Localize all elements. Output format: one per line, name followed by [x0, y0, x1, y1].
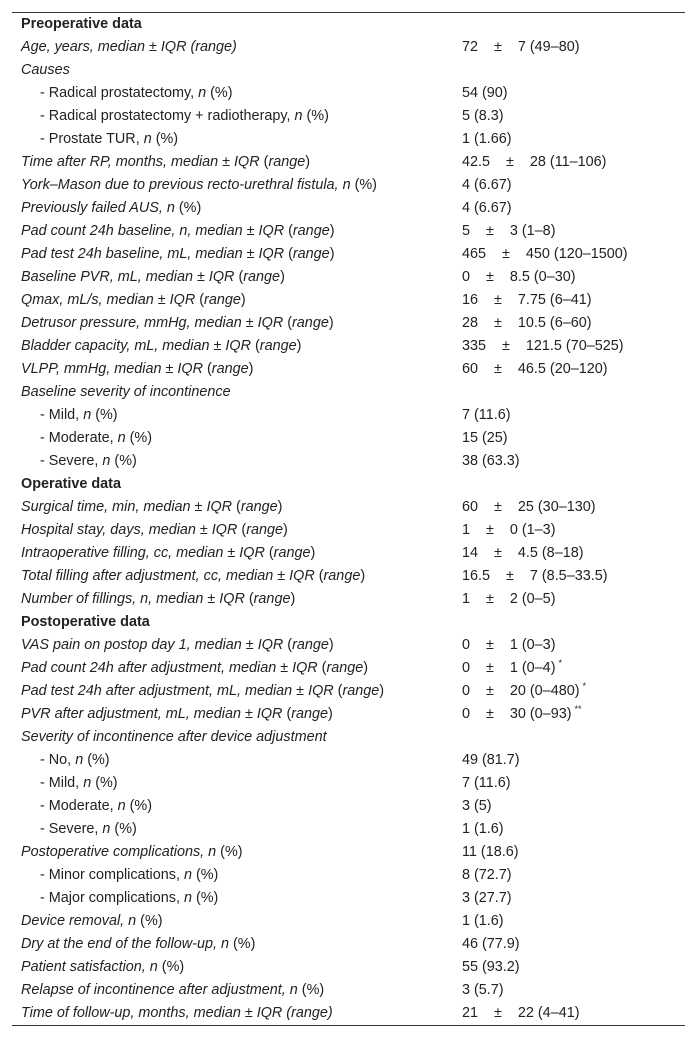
table-row — [12, 588, 685, 611]
section-heading: Postoperative data — [21, 614, 150, 630]
label-part: n — [166, 200, 175, 216]
row-label — [21, 703, 333, 726]
value-text: 335 ± 121.5 (70–525) — [462, 338, 624, 354]
label-part: - Minor complications, — [40, 867, 184, 883]
value-text: 55 (93.2) — [462, 959, 520, 975]
label-part: Total filling after adjustment, cc, median ± IQR — [21, 568, 319, 584]
table-row — [12, 36, 685, 59]
label-part: - Severe, — [40, 453, 103, 469]
row-label — [21, 910, 163, 933]
label-part: - Moderate, — [40, 430, 118, 446]
label-part: - Mild, — [40, 775, 84, 791]
value-text: 16.5 ± 7 (8.5–33.5) — [462, 568, 608, 584]
table-row — [12, 404, 685, 427]
row-value — [462, 956, 520, 979]
row-label — [21, 496, 282, 519]
row-value — [462, 404, 511, 427]
label-part: range — [291, 706, 329, 722]
row-value — [462, 105, 504, 128]
label-part: ( — [263, 154, 269, 170]
row-label — [40, 404, 118, 427]
value-text: 38 (63.3) — [462, 453, 520, 469]
label-part: (%) — [191, 890, 219, 906]
table-row — [12, 795, 685, 818]
value-text: 1 ± 2 (0–5) — [462, 591, 556, 607]
label-part: ) — [290, 591, 296, 607]
label-part: (%) — [151, 131, 179, 147]
label-part: ( — [238, 269, 244, 285]
row-value — [462, 772, 511, 795]
table-row — [12, 427, 685, 450]
label-part: n — [102, 453, 111, 469]
row-label — [21, 726, 327, 749]
label-part: n — [117, 430, 126, 446]
section-heading-row — [12, 13, 685, 36]
table-row — [12, 979, 685, 1002]
label-part: ( — [206, 361, 212, 377]
row-label — [40, 795, 152, 818]
table-row — [12, 243, 685, 266]
table-row — [12, 703, 685, 726]
label-part: ) — [240, 292, 246, 308]
label-part: Postoperative complications, — [21, 844, 209, 860]
label-part: ( — [248, 591, 254, 607]
label-part: - No, — [40, 752, 76, 768]
table-row — [12, 657, 685, 680]
row-label — [40, 864, 218, 887]
label-part: n — [83, 775, 92, 791]
label-part: Severity of incontinence after device adjustment — [21, 729, 327, 745]
label-part: (%) — [297, 982, 325, 998]
row-value — [462, 427, 508, 450]
label-part: range — [204, 292, 241, 308]
label-part: range — [292, 223, 330, 239]
table-row — [12, 818, 685, 841]
value-text: 1 (1.6) — [462, 913, 504, 929]
label-part: Surgical time, min, median ± IQR — [21, 499, 237, 515]
label-part: Pad count 24h after adjustment, median ± IQR — [21, 660, 322, 676]
section-heading: Operative data — [21, 476, 121, 492]
row-value — [462, 312, 592, 335]
label-part: ( — [287, 315, 293, 331]
row-label — [40, 105, 329, 128]
value-text: 5 (8.3) — [462, 108, 504, 124]
label-part: (%) — [302, 108, 329, 124]
row-value — [462, 703, 582, 726]
label-part: Relapse of incontinence after adjustment, — [21, 982, 290, 998]
row-value — [462, 197, 512, 220]
value-text: 0 ± 30 (0–93) — [462, 706, 572, 722]
label-part: (%) — [216, 844, 243, 860]
label-part: VLPP, mmHg, median ± IQR — [21, 361, 207, 377]
value-text: 0 ± 1 (0–4) — [462, 660, 556, 676]
label-part: - Prostate TUR, — [40, 131, 144, 147]
table-row — [12, 450, 685, 473]
row-value — [462, 128, 512, 151]
value-text: 14 ± 4.5 (8–18) — [462, 545, 584, 561]
row-value — [462, 496, 596, 519]
label-part: n — [294, 108, 303, 124]
label-part: n — [198, 85, 207, 101]
row-value — [462, 979, 504, 1002]
label-part: Age, years, median ± IQR (range) — [21, 39, 237, 55]
label-part: Hospital stay, days, median ± IQR — [21, 522, 242, 538]
value-text: 72 ± 7 (49–80) — [462, 39, 580, 55]
value-text: 1 (1.6) — [462, 821, 504, 837]
label-part: Intraoperative filling, cc, median ± IQR — [21, 545, 269, 561]
row-label — [21, 312, 334, 335]
row-label — [21, 151, 310, 174]
label-part: ( — [321, 660, 327, 676]
row-value — [462, 749, 520, 772]
row-value — [462, 266, 576, 289]
value-text: 7 (11.6) — [462, 407, 511, 423]
table-row — [12, 542, 685, 565]
row-label — [21, 243, 334, 266]
label-part: n — [149, 959, 158, 975]
label-part: ) — [296, 338, 302, 354]
row-value — [462, 933, 520, 956]
label-part: n — [128, 913, 137, 929]
row-label — [40, 818, 137, 841]
label-part: range — [211, 361, 249, 377]
label-part: Pad test 24h baseline, mL, median ± IQR — [21, 246, 289, 262]
row-label — [21, 680, 384, 703]
label-part: (%) — [191, 867, 219, 883]
row-label — [21, 979, 324, 1002]
table-row — [12, 151, 685, 174]
label-part: (%) — [110, 453, 137, 469]
row-value — [462, 588, 555, 611]
value-text: 42.5 ± 28 (11–106) — [462, 154, 607, 170]
value-text: 54 (90) — [462, 85, 508, 101]
row-label — [21, 657, 368, 680]
label-part: range — [292, 315, 329, 331]
label-part: (%) — [125, 798, 152, 814]
label-part: ) — [305, 154, 311, 170]
table-row — [12, 726, 685, 749]
table-row — [12, 841, 685, 864]
row-value — [462, 174, 512, 197]
table-row — [12, 956, 685, 979]
label-part: Baseline severity of incontinence — [21, 384, 231, 400]
table-row — [12, 312, 685, 335]
table-row — [12, 519, 685, 542]
row-label — [21, 335, 301, 358]
table-row — [12, 381, 685, 404]
row-value — [462, 1002, 580, 1025]
row-value — [462, 358, 608, 381]
section-heading-row — [12, 473, 685, 496]
label-part: range — [259, 338, 297, 354]
label-part: (%) — [136, 913, 163, 929]
table-row — [12, 266, 685, 289]
value-text: 8 (72.7) — [462, 867, 512, 883]
table-row — [12, 335, 685, 358]
table-row — [12, 680, 685, 703]
row-label — [40, 887, 218, 910]
row-label — [21, 588, 295, 611]
table-row — [12, 887, 685, 910]
table-row — [12, 220, 685, 243]
row-value — [462, 887, 512, 910]
label-part: n — [342, 177, 351, 193]
label-part: (%) — [91, 407, 118, 423]
label-part: ) — [280, 269, 285, 285]
label-part: ) — [328, 315, 334, 331]
label-part: York–Mason due to previous recto-urethral fistula, — [21, 177, 343, 193]
row-value — [462, 151, 606, 174]
row-label — [21, 634, 334, 657]
label-part: ) — [328, 637, 334, 653]
value-text: 3 (5.7) — [462, 982, 504, 998]
label-part: - Moderate, — [40, 798, 118, 814]
label-part: - Major complications, — [40, 890, 184, 906]
label-part: n — [143, 131, 152, 147]
label-part: n — [117, 798, 126, 814]
label-part: ( — [286, 706, 292, 722]
table-row — [12, 1002, 685, 1025]
row-value — [462, 519, 555, 542]
row-value — [462, 335, 624, 358]
label-part: ( — [288, 223, 293, 239]
label-part: - Radical prostatectomy, — [40, 85, 199, 101]
row-label — [40, 427, 152, 450]
label-part: range — [323, 568, 361, 584]
label-part: Number of fillings, n, median ± IQR — [21, 591, 249, 607]
label-part: range — [253, 591, 291, 607]
label-part: range — [240, 499, 278, 515]
value-text: 0 ± 20 (0–480) — [462, 683, 580, 699]
table-row — [12, 59, 685, 82]
label-part: ) — [363, 660, 369, 676]
row-label — [21, 956, 184, 979]
row-label — [21, 1002, 333, 1025]
row-label — [40, 82, 233, 105]
label-part: range — [292, 637, 329, 653]
table-row — [12, 82, 685, 105]
table-row — [12, 565, 685, 588]
row-label — [21, 381, 231, 404]
table-row — [12, 105, 685, 128]
footnote-marker: * — [582, 681, 587, 691]
row-value — [462, 450, 520, 473]
value-text: 5 ± 3 (1–8) — [462, 223, 556, 239]
table-row — [12, 174, 685, 197]
label-part: n — [183, 890, 192, 906]
value-text: 49 (81.7) — [462, 752, 520, 768]
row-label — [21, 542, 315, 565]
label-part: ( — [287, 637, 293, 653]
table-row — [12, 910, 685, 933]
label-part: ) — [379, 683, 385, 699]
label-part: ( — [254, 338, 260, 354]
row-label — [21, 174, 377, 197]
label-part: Detrusor pressure, mmHg, median ± IQR — [21, 315, 288, 331]
value-text: 4 (6.67) — [462, 177, 512, 193]
label-part: Dry at the end of the follow-up, — [21, 936, 221, 952]
table-row — [12, 289, 685, 312]
label-part: Time after RP, months, median ± IQR — [21, 154, 264, 170]
label-part: range — [268, 154, 306, 170]
label-part: ) — [248, 361, 254, 377]
table-row — [12, 128, 685, 151]
label-part: ) — [310, 545, 316, 561]
label-part: range — [326, 660, 364, 676]
table-row — [12, 358, 685, 381]
label-part: PVR after adjustment, mL, median ± IQR — [21, 706, 287, 722]
label-part: range — [342, 683, 380, 699]
label-part: - Severe, — [40, 821, 103, 837]
label-part: ( — [236, 499, 241, 515]
row-label — [40, 772, 118, 795]
value-text: 60 ± 25 (30–130) — [462, 499, 596, 515]
row-label — [40, 128, 178, 151]
table-row — [12, 197, 685, 220]
row-label — [21, 519, 288, 542]
section-heading: Preoperative data — [21, 16, 142, 32]
label-part: (%) — [83, 752, 110, 768]
row-label — [40, 749, 110, 772]
label-part: Bladder capacity, mL, median ± IQR — [21, 338, 255, 354]
value-text: 3 (5) — [462, 798, 492, 814]
row-value — [462, 910, 504, 933]
label-part: (%) — [91, 775, 118, 791]
value-text: 3 (27.7) — [462, 890, 512, 906]
label-part: (%) — [174, 200, 202, 216]
label-part: n — [289, 982, 298, 998]
table-row — [12, 864, 685, 887]
row-value — [462, 542, 584, 565]
value-text: 7 (11.6) — [462, 775, 511, 791]
label-part: Previously failed AUS, — [21, 200, 167, 216]
data-table — [12, 12, 685, 1026]
row-value — [462, 243, 628, 266]
row-label — [21, 565, 365, 588]
label-part: Pad test 24h after adjustment, mL, median ± IQR — [21, 683, 338, 699]
row-value — [462, 634, 555, 657]
label-part: (%) — [229, 936, 256, 952]
row-value — [462, 795, 492, 818]
label-part: ( — [268, 545, 274, 561]
row-label — [21, 59, 70, 82]
label-part: ) — [329, 246, 335, 262]
value-text: 11 (18.6) — [462, 844, 519, 860]
label-part: VAS pain on postop day 1, median ± IQR — [21, 637, 288, 653]
value-text: 60 ± 46.5 (20–120) — [462, 361, 608, 377]
label-part: (%) — [110, 821, 137, 837]
row-value — [462, 657, 562, 680]
value-text: 21 ± 22 (4–41) — [462, 1005, 580, 1021]
row-label — [40, 450, 137, 473]
label-part: range — [246, 522, 283, 538]
label-part: ( — [318, 568, 324, 584]
value-text: 16 ± 7.75 (6–41) — [462, 292, 592, 308]
section-heading-row — [12, 611, 685, 634]
label-part: (%) — [206, 85, 233, 101]
label-part: n — [208, 844, 217, 860]
footnote-marker: * — [558, 658, 562, 668]
label-part: n — [183, 867, 192, 883]
label-part: ( — [199, 292, 205, 308]
table-row — [12, 933, 685, 956]
value-text: 28 ± 10.5 (6–60) — [462, 315, 592, 331]
label-part: ) — [283, 522, 288, 538]
row-value — [462, 818, 504, 841]
row-value — [462, 82, 508, 105]
label-part: range — [273, 545, 311, 561]
label-part: ) — [360, 568, 366, 584]
label-part: Baseline PVR, mL, median ± IQR — [21, 269, 239, 285]
row-value — [462, 289, 592, 312]
row-value — [462, 36, 580, 59]
value-text: 1 (1.66) — [462, 131, 512, 147]
label-part: Time of follow-up, months, median ± IQR (range) — [21, 1005, 333, 1021]
label-part: Qmax, mL/s, median ± IQR — [21, 292, 200, 308]
label-part: (%) — [157, 959, 185, 975]
label-part: ( — [337, 683, 343, 699]
row-label — [21, 841, 243, 864]
value-text: 46 (77.9) — [462, 936, 520, 952]
value-text: 1 ± 0 (1–3) — [462, 522, 556, 538]
row-value — [462, 680, 586, 703]
value-text: 0 ± 8.5 (0–30) — [462, 269, 576, 285]
row-label — [21, 933, 255, 956]
row-label — [21, 358, 253, 381]
row-value — [462, 864, 512, 887]
label-part: n — [83, 407, 92, 423]
label-part: ) — [328, 706, 333, 722]
label-part: - Mild, — [40, 407, 84, 423]
label-part: (%) — [350, 177, 377, 193]
row-label — [21, 289, 246, 312]
row-label — [21, 266, 285, 289]
label-part: Pad count 24h baseline, n, median ± IQR — [21, 223, 289, 239]
label-part: n — [220, 936, 229, 952]
label-part: ) — [277, 499, 283, 515]
label-part: n — [102, 821, 111, 837]
label-part: ( — [288, 246, 293, 262]
label-part: Causes — [21, 62, 70, 78]
label-part: Device removal, — [21, 913, 129, 929]
row-value — [462, 565, 608, 588]
table-row — [12, 749, 685, 772]
label-part: ) — [329, 223, 335, 239]
value-text: 0 ± 1 (0–3) — [462, 637, 556, 653]
label-part: ( — [241, 522, 247, 538]
value-text: 15 (25) — [462, 430, 508, 446]
table-row — [12, 634, 685, 657]
row-label — [21, 220, 335, 243]
value-text: 4 (6.67) — [462, 200, 512, 216]
row-value — [462, 841, 519, 864]
table-row — [12, 772, 685, 795]
label-part: (%) — [125, 430, 152, 446]
value-text: 465 ± 450 (120–1500) — [462, 246, 628, 262]
table-row — [12, 496, 685, 519]
label-part: n — [75, 752, 84, 768]
row-label — [21, 197, 201, 220]
label-part: range — [292, 246, 330, 262]
label-part: Patient satisfaction, — [21, 959, 150, 975]
footnote-marker: ** — [574, 704, 582, 714]
label-part: - Radical prostatectomy + radiotherapy, — [40, 108, 295, 124]
row-value — [462, 220, 555, 243]
row-label — [21, 36, 237, 59]
label-part: range — [243, 269, 281, 285]
